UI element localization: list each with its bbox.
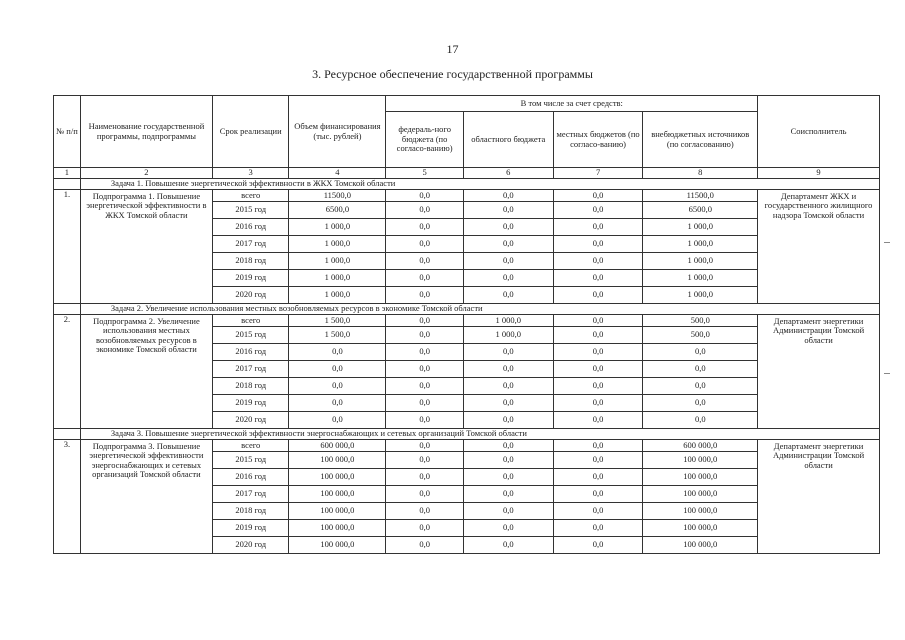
federal-cell: 0,0	[386, 253, 463, 270]
coexecutor-cell: Департамент ЖКХ и государственного жилищного надзора Томской области	[758, 190, 880, 304]
header-coexecutor: Соисполнитель	[758, 96, 880, 168]
volume-cell: 1 500,0	[289, 315, 386, 327]
period-cell: всего	[212, 315, 288, 327]
volume-cell: 100 000,0	[289, 469, 386, 486]
regional-cell: 0,0	[463, 253, 553, 270]
volume-cell: 0,0	[289, 412, 386, 429]
federal-cell: 0,0	[386, 270, 463, 287]
federal-cell: 0,0	[386, 412, 463, 429]
local-cell: 0,0	[553, 287, 643, 304]
volume-cell: 1 000,0	[289, 270, 386, 287]
task-title: Задача 3. Повышение энергетической эффективности энергоснабжающих и сетевых организаций Томской области	[80, 429, 879, 440]
extra-cell: 1 000,0	[643, 253, 758, 270]
column-number: 8	[643, 168, 758, 179]
extra-cell: 600 000,0	[643, 440, 758, 452]
extra-cell: 100 000,0	[643, 537, 758, 554]
federal-cell: 0,0	[386, 440, 463, 452]
subprogram-name: Подпрограмма 2. Увеличение использования местных возобновляемых ресурсов в экономике Томской области	[80, 315, 212, 429]
extra-cell: 100 000,0	[643, 452, 758, 469]
volume-cell: 100 000,0	[289, 503, 386, 520]
extra-cell: 0,0	[643, 361, 758, 378]
regional-cell: 0,0	[463, 469, 553, 486]
regional-cell: 0,0	[463, 520, 553, 537]
federal-cell: 0,0	[386, 361, 463, 378]
local-cell: 0,0	[553, 486, 643, 503]
regional-cell: 0,0	[463, 202, 553, 219]
local-cell: 0,0	[553, 452, 643, 469]
header-period: Срок реализации	[212, 96, 288, 168]
column-number: 2	[80, 168, 212, 179]
period-cell: 2018 год	[212, 378, 288, 395]
task-num-spacer	[54, 179, 81, 190]
regional-cell: 0,0	[463, 378, 553, 395]
volume-cell: 0,0	[289, 361, 386, 378]
extra-cell: 500,0	[643, 315, 758, 327]
column-number: 3	[212, 168, 288, 179]
task-num-spacer	[54, 429, 81, 440]
page-number: 17	[446, 42, 459, 56]
federal-cell: 0,0	[386, 503, 463, 520]
local-cell: 0,0	[553, 520, 643, 537]
regional-cell: 0,0	[463, 440, 553, 452]
section-title: 3. Ресурсное обеспечение государственной программы	[312, 67, 593, 81]
period-cell: 2017 год	[212, 236, 288, 253]
header-extra: внебюджетных источников (по согласованию)	[643, 112, 758, 168]
column-number: 7	[553, 168, 643, 179]
regional-cell: 0,0	[463, 395, 553, 412]
subprogram-name: Подпрограмма 3. Повышение энергетической эффективности энергоснабжающих и сетевых организаций Томской области	[80, 440, 212, 554]
extra-cell: 100 000,0	[643, 469, 758, 486]
local-cell: 0,0	[553, 219, 643, 236]
local-cell: 0,0	[553, 378, 643, 395]
local-cell: 0,0	[553, 270, 643, 287]
column-number: 5	[386, 168, 463, 179]
local-cell: 0,0	[553, 503, 643, 520]
header-federal: федераль-ного бюджета (по согласо-ванию)	[386, 112, 463, 168]
federal-cell: 0,0	[386, 327, 463, 344]
federal-cell: 0,0	[386, 452, 463, 469]
volume-cell: 100 000,0	[289, 452, 386, 469]
period-cell: 2018 год	[212, 253, 288, 270]
local-cell: 0,0	[553, 236, 643, 253]
task-title: Задача 1. Повышение энергетической эффективности в ЖКХ Томской области	[80, 179, 879, 190]
period-cell: 2015 год	[212, 452, 288, 469]
extra-cell: 0,0	[643, 344, 758, 361]
extra-cell: 100 000,0	[643, 503, 758, 520]
period-cell: 2019 год	[212, 395, 288, 412]
period-cell: 2015 год	[212, 327, 288, 344]
table-row	[54, 440, 880, 452]
regional-cell: 0,0	[463, 412, 553, 429]
header-regional: областного бюджета	[463, 112, 553, 168]
extra-cell: 6500,0	[643, 202, 758, 219]
period-cell: 2017 год	[212, 486, 288, 503]
column-numbers-row	[54, 168, 880, 179]
column-number: 9	[758, 168, 880, 179]
local-cell: 0,0	[553, 344, 643, 361]
federal-cell: 0,0	[386, 520, 463, 537]
table-row	[54, 190, 880, 202]
task-row	[54, 179, 880, 190]
resource-table	[53, 95, 880, 554]
header-name: Наименование государственной программы, подпрограммы	[80, 96, 212, 168]
regional-cell: 0,0	[463, 219, 553, 236]
extra-cell: 100 000,0	[643, 520, 758, 537]
period-cell: 2020 год	[212, 287, 288, 304]
regional-cell: 0,0	[463, 344, 553, 361]
volume-cell: 100 000,0	[289, 537, 386, 554]
local-cell: 0,0	[553, 469, 643, 486]
regional-cell: 0,0	[463, 503, 553, 520]
extra-cell: 0,0	[643, 378, 758, 395]
regional-cell: 0,0	[463, 361, 553, 378]
extra-cell: 1 000,0	[643, 236, 758, 253]
volume-cell: 0,0	[289, 344, 386, 361]
federal-cell: 0,0	[386, 395, 463, 412]
federal-cell: 0,0	[386, 202, 463, 219]
extra-cell: 1 000,0	[643, 270, 758, 287]
period-cell: всего	[212, 440, 288, 452]
volume-cell: 1 000,0	[289, 287, 386, 304]
task-title: Задача 2. Увеличение использования местных возобновляемых ресурсов в экономике Томской области	[80, 304, 879, 315]
local-cell: 0,0	[553, 315, 643, 327]
local-cell: 0,0	[553, 327, 643, 344]
task-row	[54, 304, 880, 315]
coexecutor-cell: Департамент энергетики Администрации Томской области	[758, 315, 880, 429]
local-cell: 0,0	[553, 395, 643, 412]
regional-cell: 1 000,0	[463, 327, 553, 344]
regional-cell: 0,0	[463, 452, 553, 469]
federal-cell: 0,0	[386, 486, 463, 503]
column-number: 1	[54, 168, 81, 179]
local-cell: 0,0	[553, 537, 643, 554]
volume-cell: 600 000,0	[289, 440, 386, 452]
period-cell: 2017 год	[212, 361, 288, 378]
federal-cell: 0,0	[386, 537, 463, 554]
local-cell: 0,0	[553, 361, 643, 378]
extra-cell: 1 000,0	[643, 219, 758, 236]
regional-cell: 0,0	[463, 287, 553, 304]
row-number: 1.	[54, 190, 81, 304]
federal-cell: 0,0	[386, 344, 463, 361]
row-number: 2.	[54, 315, 81, 429]
local-cell: 0,0	[553, 412, 643, 429]
local-cell: 0,0	[553, 190, 643, 202]
volume-cell: 100 000,0	[289, 520, 386, 537]
regional-cell: 0,0	[463, 486, 553, 503]
federal-cell: 0,0	[386, 378, 463, 395]
task-row	[54, 429, 880, 440]
header-num: № п/п	[54, 96, 81, 168]
federal-cell: 0,0	[386, 287, 463, 304]
header-volume: Объем финансирования (тыс. рублей)	[289, 96, 386, 168]
period-cell: 2019 год	[212, 270, 288, 287]
federal-cell: 0,0	[386, 236, 463, 253]
regional-cell: 0,0	[463, 190, 553, 202]
volume-cell: 0,0	[289, 378, 386, 395]
table-body	[54, 179, 880, 554]
volume-cell: 1 000,0	[289, 236, 386, 253]
period-cell: всего	[212, 190, 288, 202]
regional-cell: 0,0	[463, 270, 553, 287]
federal-cell: 0,0	[386, 469, 463, 486]
period-cell: 2020 год	[212, 537, 288, 554]
volume-cell: 11500,0	[289, 190, 386, 202]
scan-mark	[884, 373, 890, 374]
period-cell: 2019 год	[212, 520, 288, 537]
table-row	[54, 315, 880, 327]
column-number: 4	[289, 168, 386, 179]
regional-cell: 1 000,0	[463, 315, 553, 327]
row-number: 3.	[54, 440, 81, 554]
extra-cell: 100 000,0	[643, 486, 758, 503]
volume-cell: 1 500,0	[289, 327, 386, 344]
scan-mark	[884, 242, 890, 243]
period-cell: 2015 год	[212, 202, 288, 219]
federal-cell: 0,0	[386, 219, 463, 236]
column-number: 6	[463, 168, 553, 179]
local-cell: 0,0	[553, 440, 643, 452]
local-cell: 0,0	[553, 253, 643, 270]
period-cell: 2016 год	[212, 219, 288, 236]
local-cell: 0,0	[553, 202, 643, 219]
volume-cell: 100 000,0	[289, 486, 386, 503]
extra-cell: 11500,0	[643, 190, 758, 202]
header-including: В том числе за счет средств:	[386, 96, 758, 112]
federal-cell: 0,0	[386, 315, 463, 327]
period-cell: 2016 год	[212, 344, 288, 361]
volume-cell: 1 000,0	[289, 219, 386, 236]
federal-cell: 0,0	[386, 190, 463, 202]
volume-cell: 0,0	[289, 395, 386, 412]
volume-cell: 6500,0	[289, 202, 386, 219]
period-cell: 2016 год	[212, 469, 288, 486]
period-cell: 2020 год	[212, 412, 288, 429]
subprogram-name: Подпрограмма 1. Повышение энергетической эффективности в ЖКХ Томской области	[80, 190, 212, 304]
task-num-spacer	[54, 304, 81, 315]
extra-cell: 0,0	[643, 412, 758, 429]
extra-cell: 500,0	[643, 327, 758, 344]
extra-cell: 1 000,0	[643, 287, 758, 304]
header-local: местных бюджетов (по согласо-ванию)	[553, 112, 643, 168]
regional-cell: 0,0	[463, 537, 553, 554]
regional-cell: 0,0	[463, 236, 553, 253]
period-cell: 2018 год	[212, 503, 288, 520]
volume-cell: 1 000,0	[289, 253, 386, 270]
extra-cell: 0,0	[643, 395, 758, 412]
coexecutor-cell: Департамент энергетики Администрации Томской области	[758, 440, 880, 554]
